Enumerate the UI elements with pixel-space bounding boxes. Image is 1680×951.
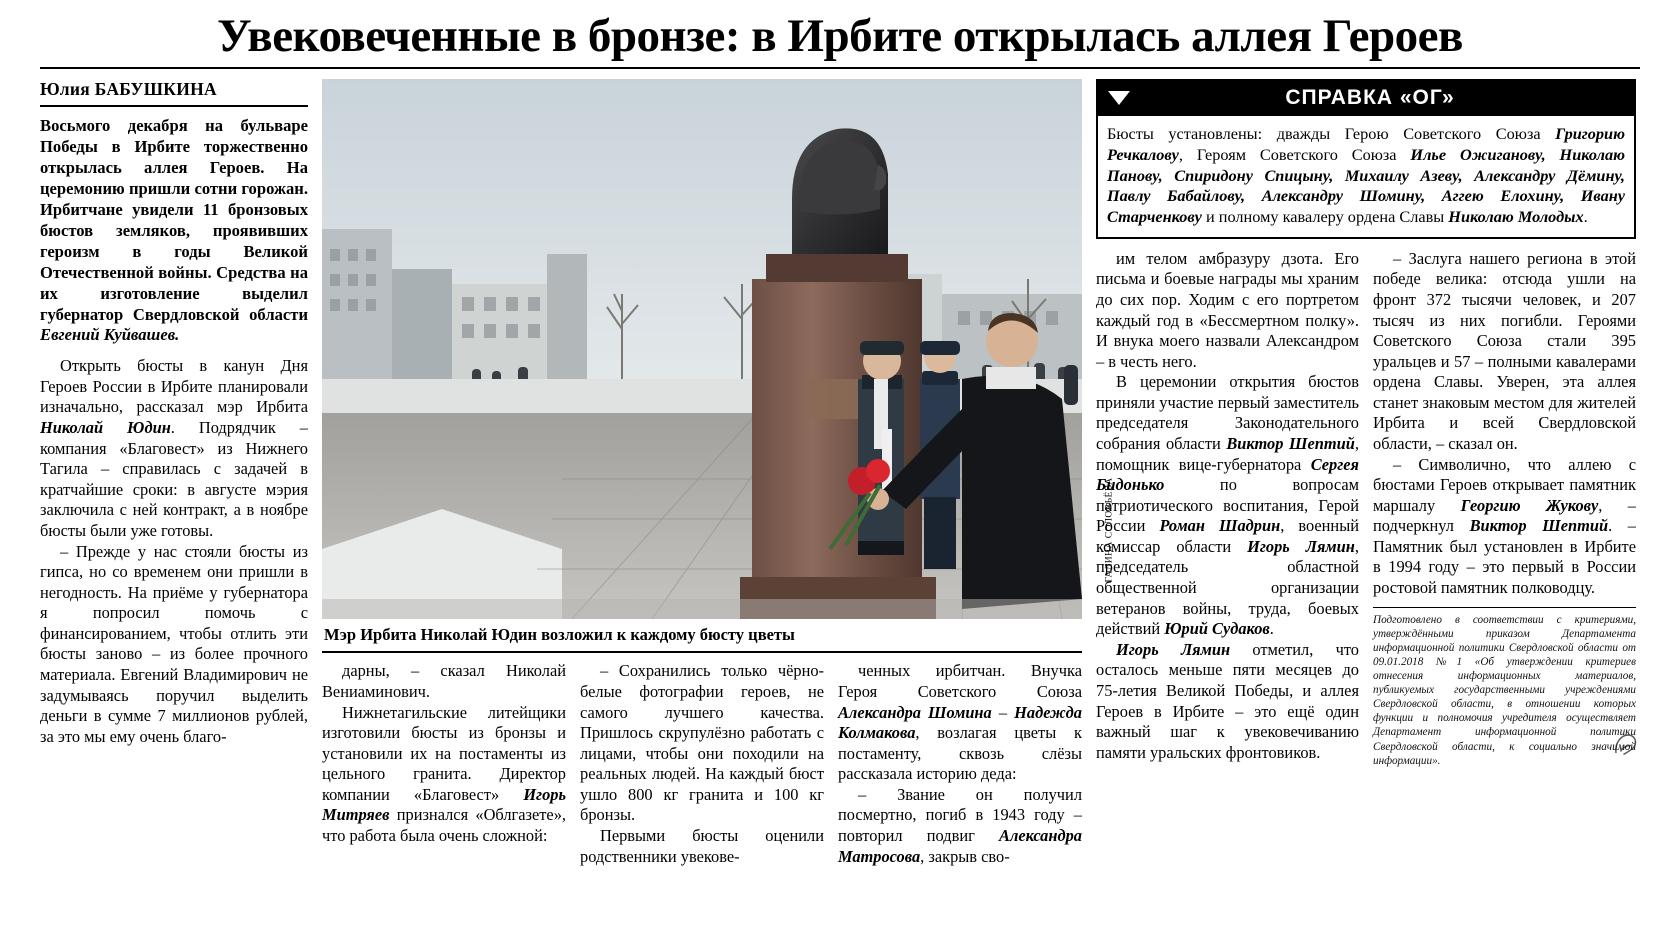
paragraph: дарны, – сказал Николай Вениаминович. [322,661,566,701]
photo-credit: ГАЛИНА СОЛОВЬЁВА [1104,477,1115,583]
paragraph: Открыть бюсты в канун Дня Героев России в Ирбите планировали изначально, рассказал мэр Ирбита Николай Юдин. Подрядчик – компания «Благовест» из Нижнего Тагила – справилась с задачей в кратчайшие сроки: в августе мэрия заключила с ней контракт, а в ноябре бюсты были уже готовы. [40,356,308,540]
photo-wrap [322,79,1115,619]
paragraph: – Символично, что аллею с бюстами Героев открывает памятник маршалу Георгию Жукову, – подчеркнул Виктор Шептий. – Памятник был установлен в Ирбите в 1994 году – это первый в России ростовой памятник полководцу. [1373,454,1636,598]
paragraph: В церемонии открытия бюстов приняли участие первый заместитель председателя Законодательного собрания области Виктор Шептий, помощник вице-губернатора Сергея Бидонько по вопросам патриотического воспитания, Герой России Роман Шадрин, военный комиссар области Игорь Лямин, председатель областной общественной организации ветеранов войны, труда, боевых действий Юрий Судаков. [1096,372,1359,639]
paragraph: – Звание он получил посмертно, погиб в 1943 году – повторил подвиг Александра Матросова, закрыв сво- [838,784,1082,866]
publisher-logo-icon [1610,729,1640,759]
author-byline: Юлия БАБУШКИНА [40,79,308,107]
spravka-box [1096,79,1636,238]
right-column-1 [1096,249,1359,768]
under-column-1 [322,661,566,867]
triangle-down-icon [1108,91,1130,105]
paragraph: – Сохранились только чёрно-белые фотографии героев, не самого лучшего качества. Пришлось скрупулёзно работать с лицами, чтобы они походили на реальных людей. На каждый бюст ушло 800 кг гранита и 100 кг бронзы. [580,661,824,825]
legal-footnote: Подготовлено в соответствии с критериями, утверждёнными приказом Департамента информационной политики Свердловской области от 09.01.2018 №1 «Об утверждении критериев отнесения информационных материалов, публикуемых государственными учреждениями Свердловской области, в отношении которых функции и полномочия учредителя осуществляет Департамент информационной политики Свердловской области, к социально значимой информации». [1373,607,1636,768]
spravka-header [1098,81,1634,116]
lead-paragraph [40,116,308,346]
left-column [40,79,308,747]
paragraph: Нижнетагильские литейщики изготовили бюсты из бронзы и установили их на постаменты из цельного гранита. Директор компании «Благовест» Игорь Митряев признался «Облгазете», что работа была очень сложной: [322,702,566,845]
paragraph: Первыми бюсты оценили родственники увекове- [580,825,824,866]
header-divider [40,67,1640,69]
right-column [1096,79,1636,767]
photo-caption: Мэр Ирбита Николай Юдин возложил к каждому бюсту цветы [322,619,1082,653]
page-title: Увековеченные в бронзе: в Ирбите открылась аллея Героев [217,10,1463,62]
paragraph: им телом амбразуру дзота. Его письма и боевые награды мы храним до сих пор. Ходим с его портретом каждый год в «Бессмертном полку». И внука моего назвали Александром – в честь него. [1096,248,1359,371]
spravka-title: СПРАВКА «ОГ» [1285,86,1455,110]
right-column-2 [1373,249,1636,768]
paragraph: Игорь Лямин отметил, что осталось меньше пяти месяцев до 75-летия Великой Победы, и аллея Героев в Ирбите – это ещё один важный шаг к увековечиванию памяти уральских фронтовиков. [1096,639,1359,762]
article-layout [40,79,1640,867]
paragraph: ченных ирбитчан. Внучка Героя Советского Союза Александра Шомина – Надежда Колмакова, возлагая цветы к постаменту, сквозь слёзы рассказала историю деда: [838,661,1083,784]
left-body [40,356,308,747]
under-photo-columns [322,661,1082,867]
paragraph: – Прежде у нас стояли бюсты из гипса, но со временем они пришли в негодность. На приёме у губернатора я попросил помочь с финансированием, чтобы отлить эти бюсты заново – из более прочного материала. Евгений Владимирович не задумываясь поручил выделить деньги в сумме 7 миллионов рублей, за это мы ему очень благо- [40,541,308,746]
spravka-text: Бюсты установлены: дважды Герою Советского Союза Григорию Речкалову, Героям Советского Союза Илье Ожиганову, Николаю Панову, Спиридону Спицыну, Михаилу Азеву, Александру Дёмину, Павлу Бабайлову, Александру Шомину, Аггею Елохину, Ивану Старченкову и полному кавалеру ордена Славы Николаю Молодых. [1107,124,1625,227]
lead-text: Восьмого декабря на бульваре Победы в Ирбите торжественно открылась аллея Героев. На церемонию пришли сотни горожан. Ирбитчане увидели 11 бронзовых бюстов земляков, проявивших героизм в годы Великой Отечественной войны. Средства на их изготовление выделил губернатор Свердловской области Евгений Куйвашев. [40,116,308,345]
under-column-3 [838,661,1082,867]
paragraph: – Заслуга нашего региона в этой победе велика: отсюда ушли на фронт 372 тысячи человек, и 207 тысяч из них погибли. Героями Советского Союза стали 395 уральцев и 57 – полными кавалерами ордена Славы. Уверен, эта аллея станет знаковым местом для жителей Ирбита и всей Свердловской области, – сказал он. [1373,248,1636,453]
under-column-2 [580,661,824,867]
photo-column [322,79,1115,867]
right-text-columns [1096,249,1636,768]
